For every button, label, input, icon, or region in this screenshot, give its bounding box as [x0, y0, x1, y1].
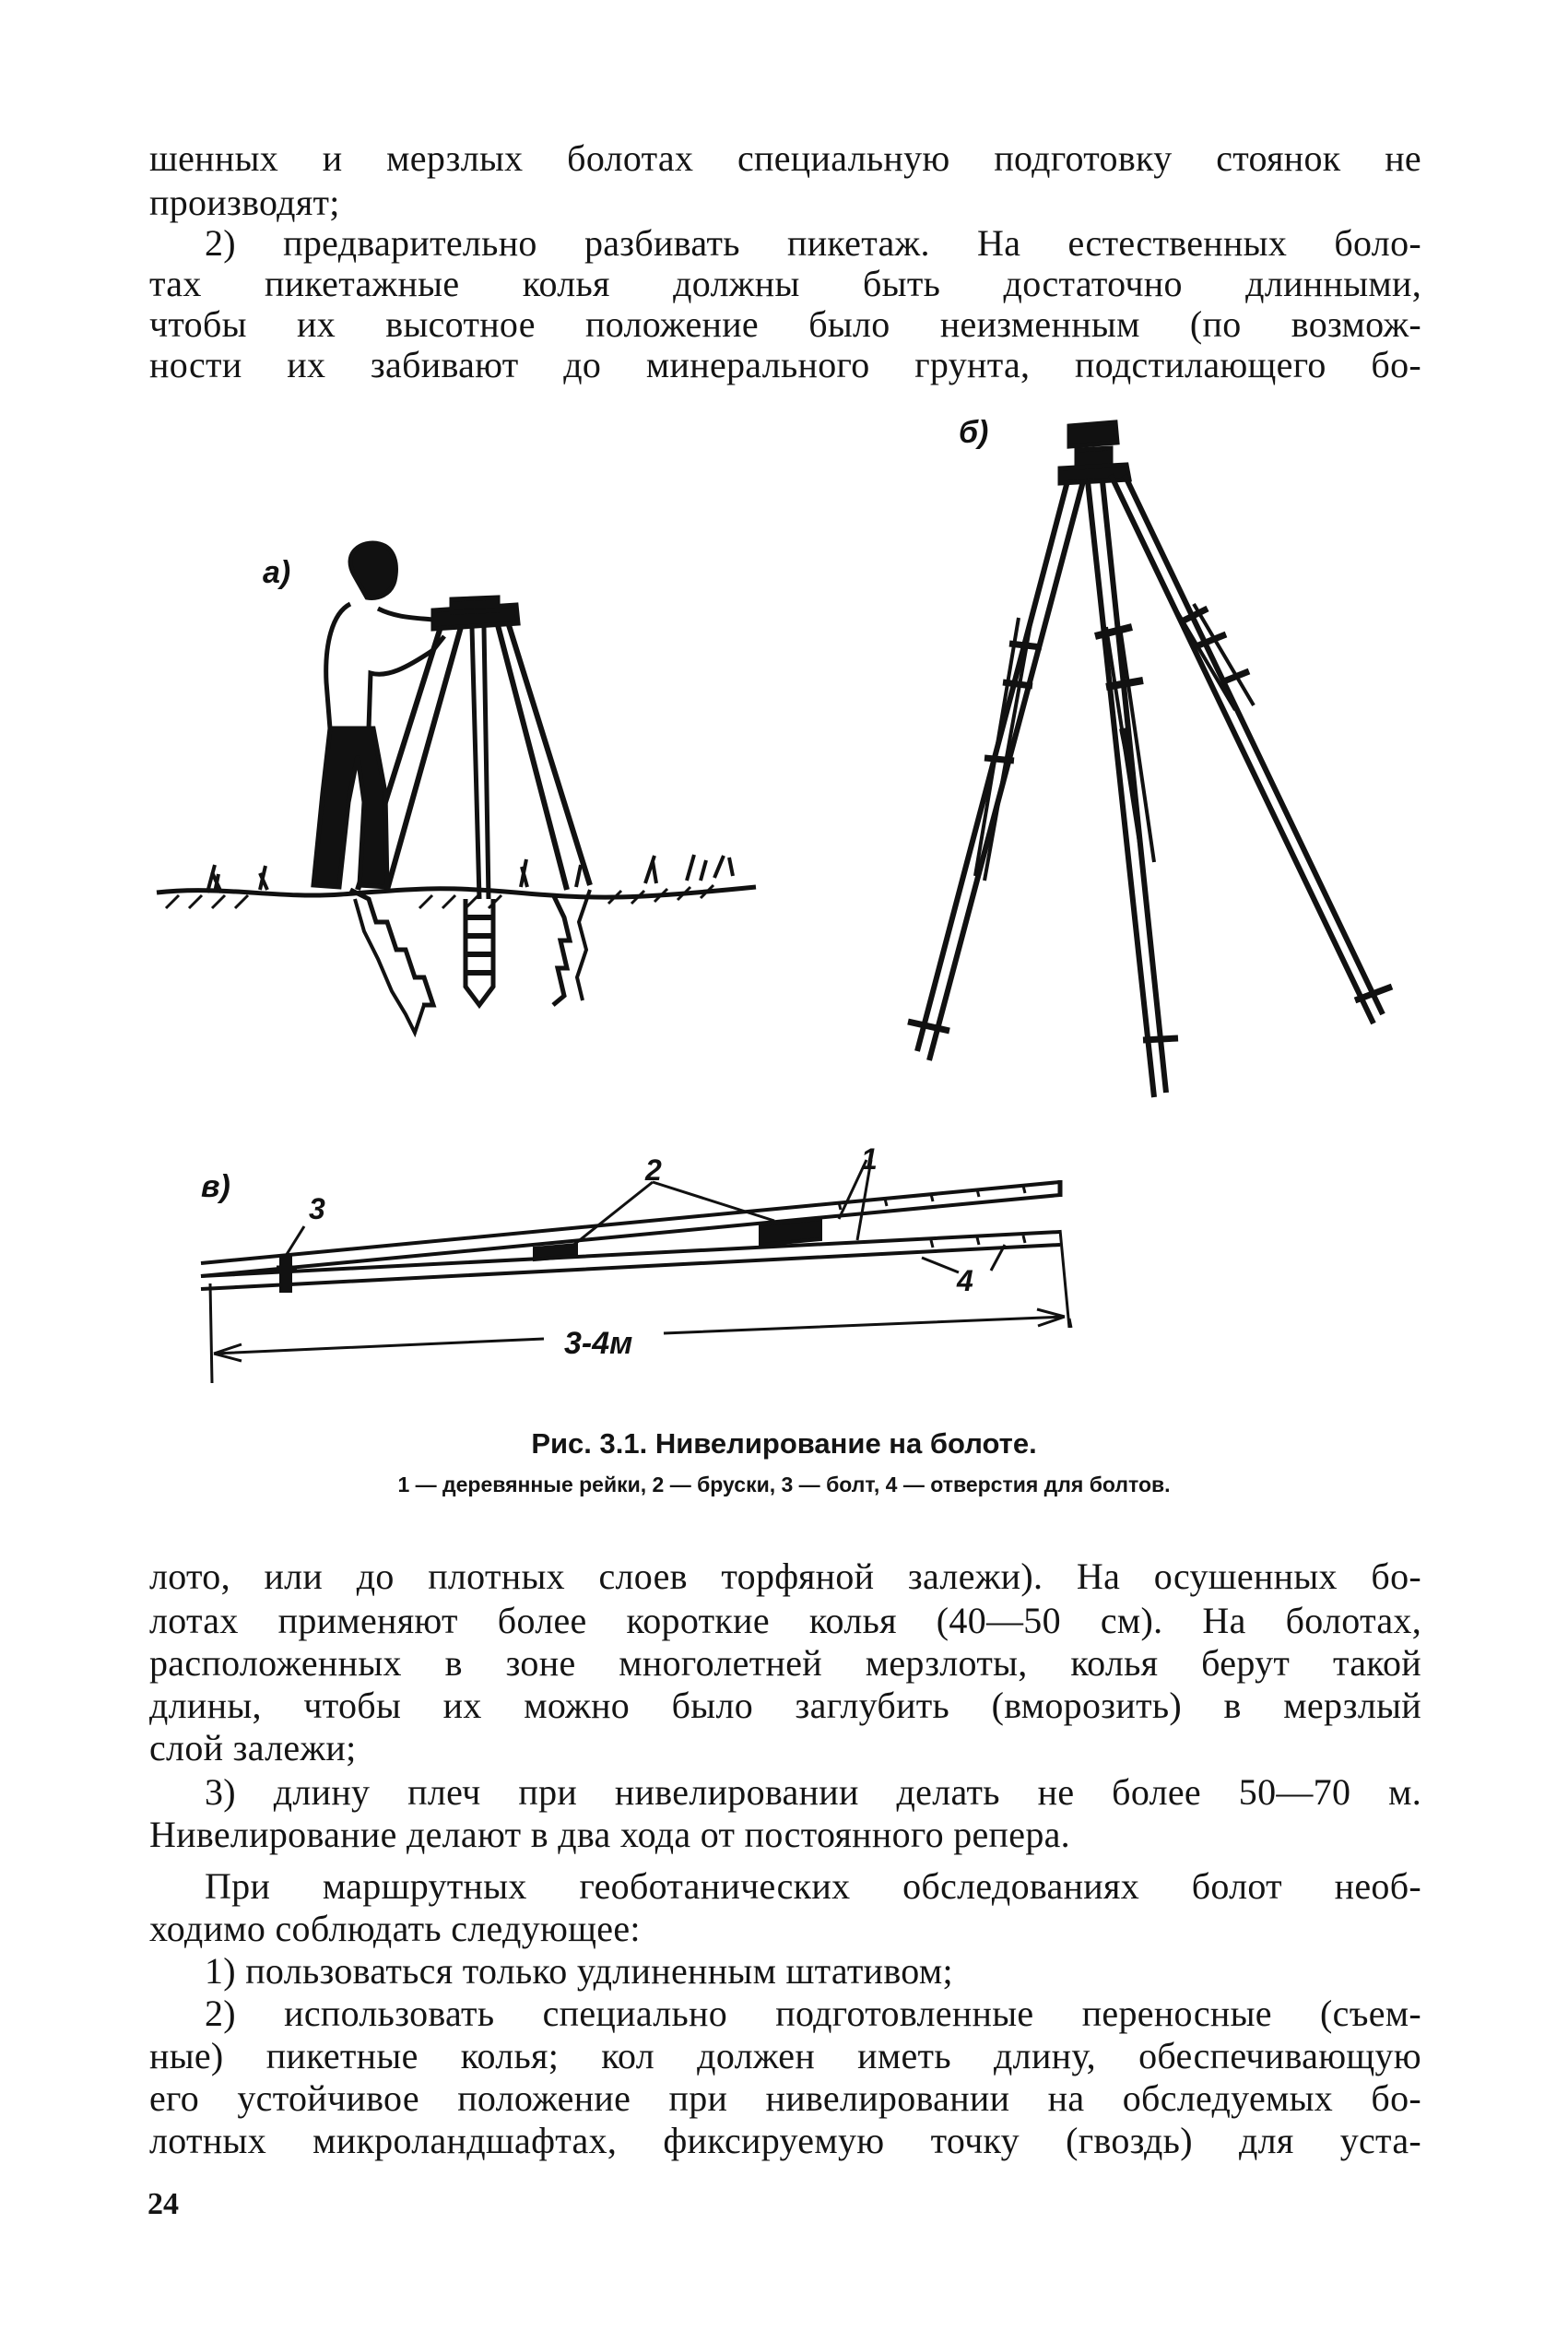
- callout-4: 4: [957, 1264, 973, 1297]
- body-text-line: слой залежи;: [149, 1727, 357, 1768]
- body-text-line: 2) предварительно разбивать пикетаж. На естественных боло-: [205, 222, 1421, 264]
- body-text-line: шенных и мерзлых болотах специальную подготовку стоянок не: [149, 137, 1421, 179]
- figure-leveling-on-bog: [0, 387, 1568, 1438]
- body-text-line: 1) пользоваться только удлиненным штативом;: [205, 1950, 953, 1992]
- figure-caption-legend: 1 — деревянные рейки, 2 — бруски, 3 — болт, 4 — отверстия для болтов.: [397, 1473, 1171, 1496]
- panel-a-illustration: [157, 543, 756, 1033]
- body-text-line: ные) пикетные колья; кол должен иметь длину, обеспечивающую: [149, 2035, 1421, 2076]
- figure-caption-title: Рис. 3.1. Нивелирование на болоте.: [531, 1427, 1037, 1460]
- body-text-line: ходимо соблюдать следующее:: [149, 1908, 641, 1949]
- dimension-label: 3-4м: [564, 1326, 633, 1361]
- body-text-line: его устойчивое положение при нивелировании на обследуемых бо-: [149, 2077, 1421, 2119]
- body-text-line: 3) длину плеч при нивелировании делать не более 50—70 м.: [205, 1771, 1421, 1813]
- body-text-line: длины, чтобы их можно было заглубить (вморозить) в мерзлый: [149, 1685, 1421, 1726]
- panel-v-label: в): [201, 1169, 230, 1204]
- panel-v-illustration: [201, 1160, 1071, 1383]
- body-text-line: Нивелирование делают в два хода от постоянного репера.: [149, 1814, 1070, 1855]
- body-text-line: лотных микроландшафтах, фиксируемую точку (гвоздь) для уста-: [149, 2120, 1421, 2161]
- body-text-line: тах пикетажные колья должны быть достаточно длинными,: [149, 263, 1421, 304]
- callout-1: 1: [861, 1142, 878, 1176]
- body-text-line: лото, или до плотных слоев торфяной залежи). На осушенных бо-: [149, 1555, 1421, 1597]
- callout-3: 3: [309, 1192, 325, 1225]
- body-text-line: ности их забивают до минерального грунта, подстилающего бо-: [149, 344, 1421, 385]
- body-text-line: чтобы их высотное положение было неизменным (по возмож-: [149, 303, 1421, 345]
- body-text-line: лотах применяют более короткие колья (40—50 см). На болотах,: [149, 1600, 1421, 1641]
- panel-b-label: б): [959, 415, 989, 450]
- panel-b-illustration: [908, 422, 1392, 1097]
- callout-2: 2: [645, 1153, 662, 1187]
- body-text-line: 2) использовать специально подготовленные переносные (съем-: [205, 1993, 1421, 2034]
- page-number: 24: [147, 2187, 179, 2221]
- body-text-line: расположенных в зоне многолетней мерзлоты, колья берут такой: [149, 1642, 1421, 1684]
- body-text-line: производят;: [149, 182, 340, 223]
- panel-a-label: а): [263, 555, 291, 590]
- body-text-line: При маршрутных геоботанических обследованиях болот необ-: [205, 1865, 1421, 1907]
